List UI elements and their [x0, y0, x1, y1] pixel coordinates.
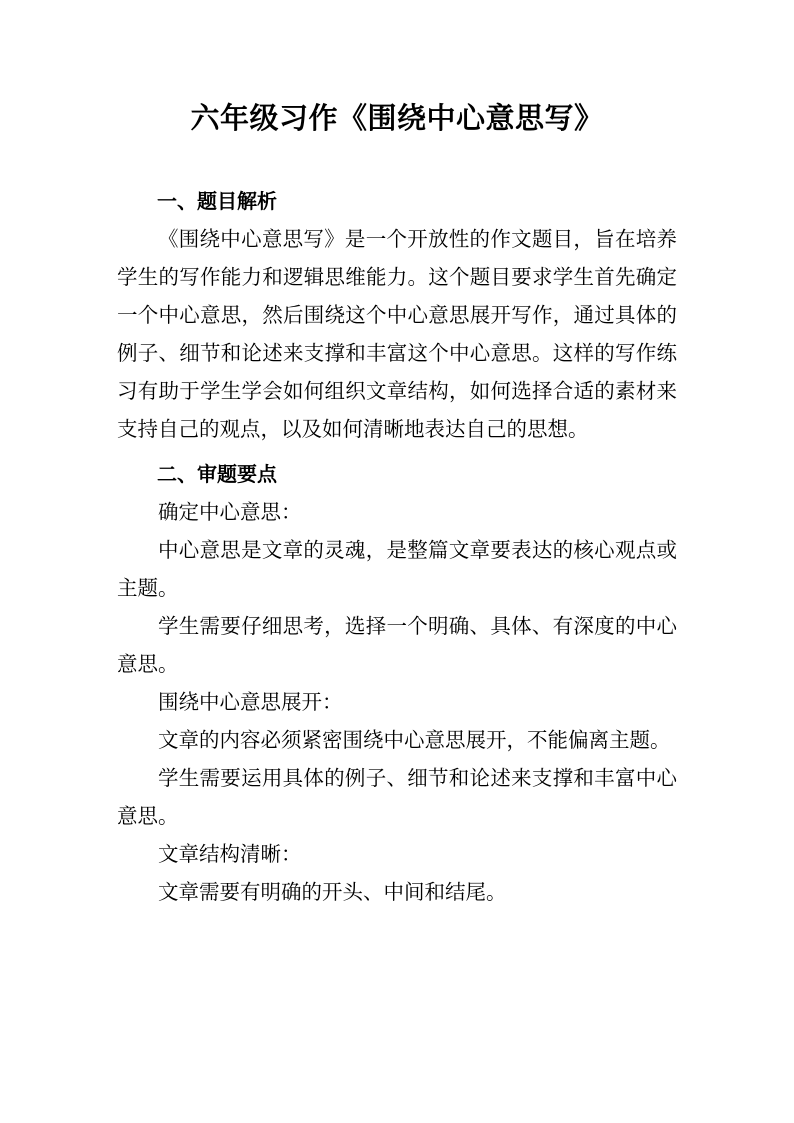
paragraph: 学生需要运用具体的例子、细节和论述来支撑和丰富中心意思。	[117, 766, 677, 828]
paragraph: 《围绕中心意思写》是一个开放性的作文题目，旨在培养学生的写作能力和逻辑思维能力。这个题目要求学生首先确定一个中心意思，然后围绕这个中心意思展开写作，通过具体的例子、细节和论述来支撑和丰富这个中心意思。这样的写作练习有助于学生学会如何组织文章结构，如何选择合适的素材来支持自己的观点，以及如何清晰地表达自己的思想。	[117, 227, 677, 441]
document-title: 六年级习作《围绕中心意思写》	[190, 101, 604, 135]
section-heading-key-points: 二、审题要点	[157, 462, 277, 486]
paragraph: 学生需要仔细思考，选择一个明确、具体、有深度的中心意思。	[117, 614, 677, 676]
section-heading-analysis: 一、题目解析	[157, 189, 277, 213]
paragraph: 文章结构清晰：	[158, 842, 302, 866]
paragraph: 围绕中心意思展开：	[158, 690, 343, 714]
paragraph: 文章的内容必须紧密围绕中心意思展开，不能偏离主题。	[158, 728, 671, 752]
paragraph: 中心意思是文章的灵魂，是整篇文章要表达的核心观点或主题。	[117, 538, 677, 600]
document-body	[117, 182, 677, 911]
paragraph: 确定中心意思：	[158, 500, 302, 524]
paragraph: 文章需要有明确的开头、中间和结尾。	[158, 880, 507, 904]
